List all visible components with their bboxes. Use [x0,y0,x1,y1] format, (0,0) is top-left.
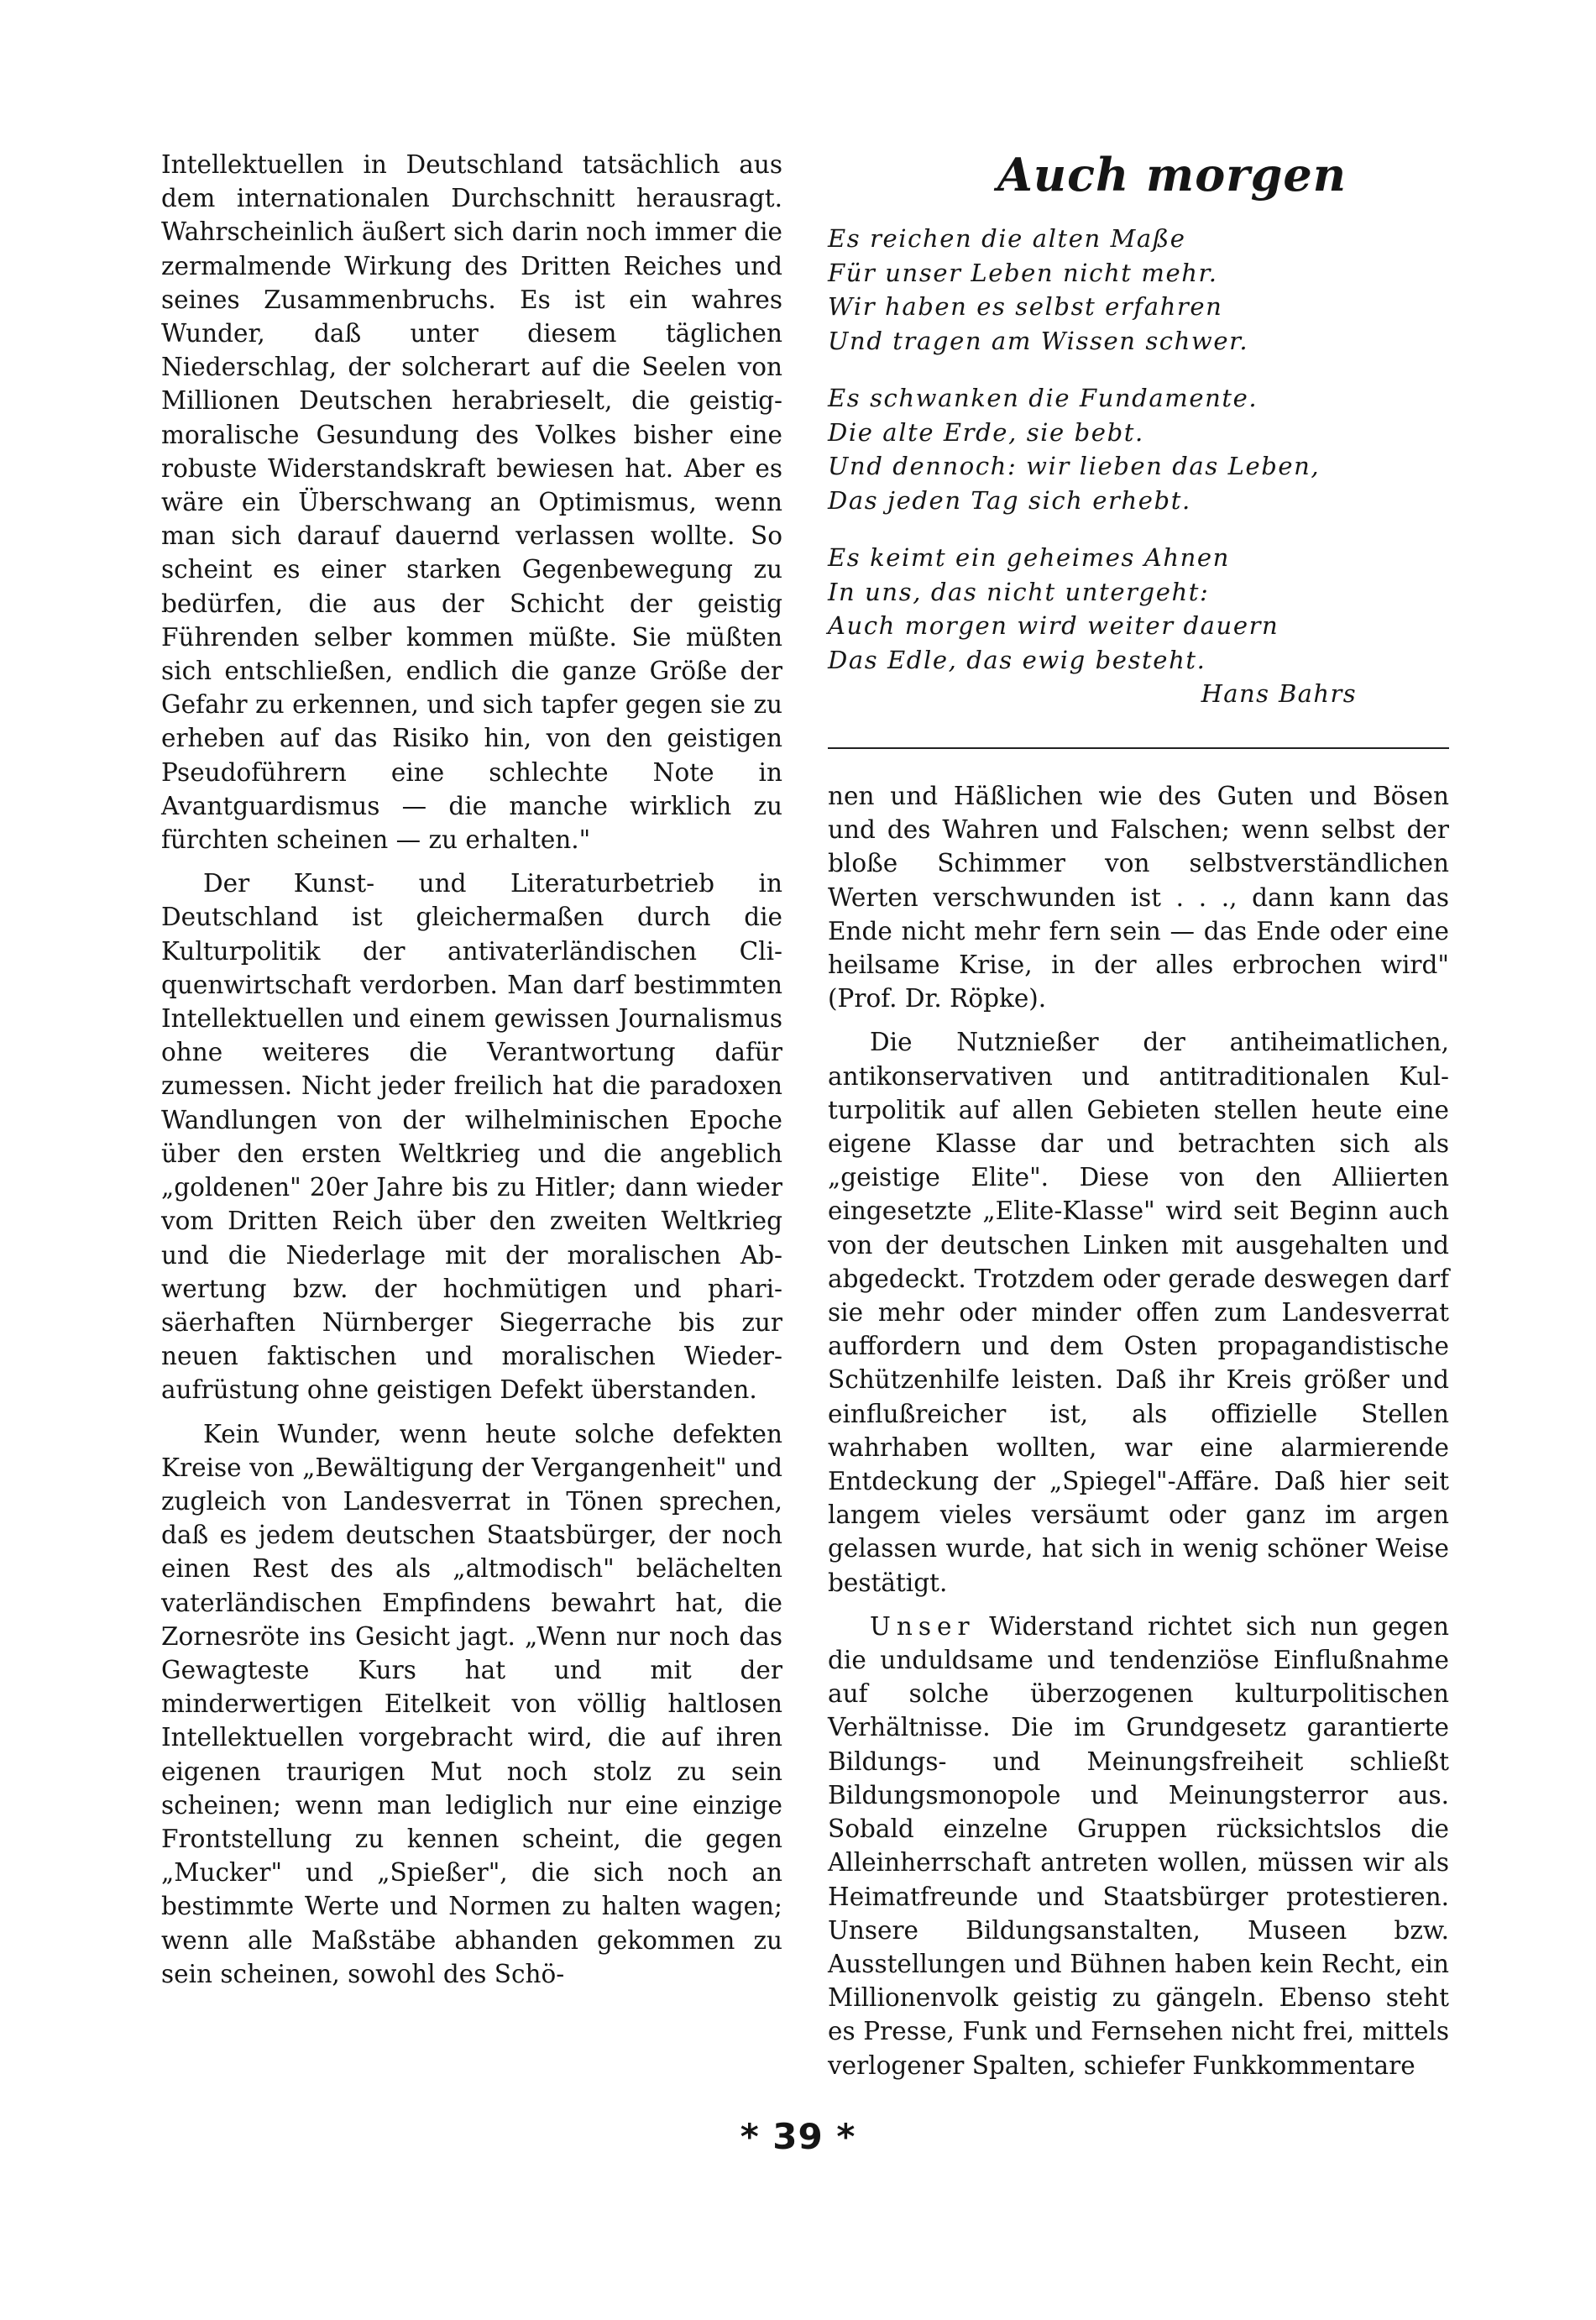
divider-rule [828,747,1449,749]
poem-stanza [828,222,1449,358]
poem-line: Auch morgen wird weiter dauern [828,611,1279,640]
poem-line: Das jeden Tag sich erhebt. [828,485,1191,515]
poem-line: Es reichen die alten Maße [828,224,1186,253]
poem-line: Das Edle, das ewig besteht. [828,645,1206,674]
poem-line: Es keimt ein geheimes Ahnen [828,543,1230,572]
spaced-lead-word: Unser [870,1611,976,1641]
right-column [828,148,1449,2080]
left-column [161,148,782,1991]
poem-line: Die alte Erde, sie bebt. [828,417,1144,447]
poem-author: Hans Bahrs [1201,679,1357,708]
poem-line: In uns, das nicht untergeht: [828,577,1210,606]
right-column-body [828,779,1449,2082]
poem-title: Auch morgen [997,148,1347,202]
paragraph: Kein Wunder, wenn heute solche defekten Kreise von „Bewältigung der Vergangenheit" und zugleich von Landesverrat in Tönen sprechen, daß es jedem deutschen Staatsbürger, der noch einen Rest des als „altmodisch" belächelten vaterländischen Empfindens bewahrt hat, die Zornesröte ins Gesicht jagt. „Wenn nur noch das Gewagteste Kurs hat und mit der minderwertigen Eitelkeit von völlig haltlosen Intellektuellen vorgebracht wird, die auf ihren eigenen traurigen Mut noch stolz zu sein scheinen; wenn man lediglich nur eine einzige Frontstellung zu kennen scheint, die gegen „Mucker" und „Spießer", die sich noch an bestimmte Werte und Normen zu halten wagen; wenn alle Maßstäbe abhanden gekommen zu sein scheinen, sowohl des Schö- [161,1419,782,1988]
paragraph: Der Kunst- und Literaturbetrieb in Deutschland ist gleichermaßen durch die Kulturpolitik der antivaterländischen Cliquenwirtschaft verdorben. Man darf bestimmten Intellektuellen und einem gewissen Journalismus ohne weiteres die Verantwortung dafür zumessen. Nicht jeder freilich hat die paradoxen Wandlungen von der wilhelminischen Epoche über den ersten Weltkrieg und die angeblich „goldenen" 20er Jahre bis zu Hitler; dann wieder vom Dritten Reich über den zweiten Weltkrieg und die Niederlage mit der moralischen Abwertung bzw. der hochmütigen und pharisäerhaften Nürnberger Siegerrache bis zur neuen faktischen und moralischen Wiederaufrüstung ohne geistigen Defekt überstanden. [161,869,782,1405]
paragraph-text: Widerstand richtet sich nun gegen die unduldsame und tendenziöse Einflußnahme auf solche überzogenen kulturpolitischen Verhältnisse. Die im Grundgesetz garantierte Bildungs- und Meinungsfreiheit schließt Bildungsmonopole und Meinungsterror aus. Sobald einzelne Gruppen rücksichtslos die Alleinherrschaft antreten wollen, müssen wir als Heimatfreunde und Staatsbürger protestieren. Unsere Bildungsanstalten, Museen bzw. Ausstellungen und Bühnen haben kein Recht, ein Millionenvolk geistig zu gängeln. Ebenso steht es Presse, Funk und Fernsehen nicht frei, mittels verlogener Spalten, schiefer Funkkommentare [828,1611,1449,2080]
paragraph: Intellektuellen in Deutschland tatsächlich aus dem internationalen Durchschnitt herausragt. Wahrscheinlich äußert sich darin noch immer die zermalmende Wirkung des Dritten Reiches und seines Zusammenbruchs. Es ist ein wahres Wunder, daß unter diesem täglichen Niederschlag, der solcherart auf die Seelen von Millionen Deutschen herabrieselt, die geistig-moralische Gesundung des Volkes bisher eine robuste Widerstandskraft bewiesen hat. Aber es wäre ein Überschwang an Optimismus, wenn man sich darauf dauernd verlassen wollte. So scheint es einer starken Gegenbewegung zu bedürfen, die aus der Schicht der geistig Führenden selber kommen müßte. Sie müßten sich entschließen, endlich die ganze Größe der Gefahr zu erkennen, und sich tapfer gegen sie zu erheben auf das Risiko hin, von den geistigen Pseudoführern eine schlechte Note in Avantguardismus — die manche wirklich zu fürchten scheinen — zu erhalten." [161,150,782,855]
paragraph: Die Nutznießer der antiheimatlichen, antikonservativen und antitraditionalen Kulturpolitik auf allen Gebieten stellen heute eine eigene Klasse dar und betrachten sich als „geistige Elite". Diese von den Alliierten eingesetzte „Elite-Klasse" wird seit Beginn auch von der deutschen Linken mit ausgehalten und abgedeckt. Trotzdem oder gerade deswegen darf sie mehr oder minder offen zum Landesverrat auffordern und dem Osten propagandistische Schützenhilfe leisten. Daß ihr Kreis größer und einflußreicher ist, als offizielle Stellen wahrhaben wollten, war eine alarmierende Entdeckung der „Spiegel"-Affäre. Daß hier seit langem vieles versäumt oder ganz im argen gelassen wurde, hat sich in wenig schöner Weise bestätigt. [828,1028,1449,1597]
poem-stanza [828,381,1449,517]
poem-line: Es schwanken die Fundamente. [828,384,1258,412]
page-number: * 39 * [740,2116,856,2157]
poem-line: Wir haben es selbst erfahren [828,292,1223,321]
poem-line: Und tragen am Wissen schwer. [828,326,1249,355]
paragraph [828,1610,1449,2082]
poem-line: Für unser Leben nicht mehr. [828,258,1218,287]
paragraph: nen und Häßlichen wie des Guten und Bösen und des Wahren und Falschen; wenn selbst der bloße Schimmer von selbstverständlichen Werten verschwunden ist . . ., dann kann das Ende nicht mehr fern sein — das Ende oder eine heilsame Krise, in der alles erbrochen wird" (Prof. Dr. Röpke). [828,782,1449,1013]
poem-line: Und dennoch: wir lieben das Leben, [828,452,1321,480]
poem [828,148,1449,736]
poem-stanza [828,541,1449,710]
